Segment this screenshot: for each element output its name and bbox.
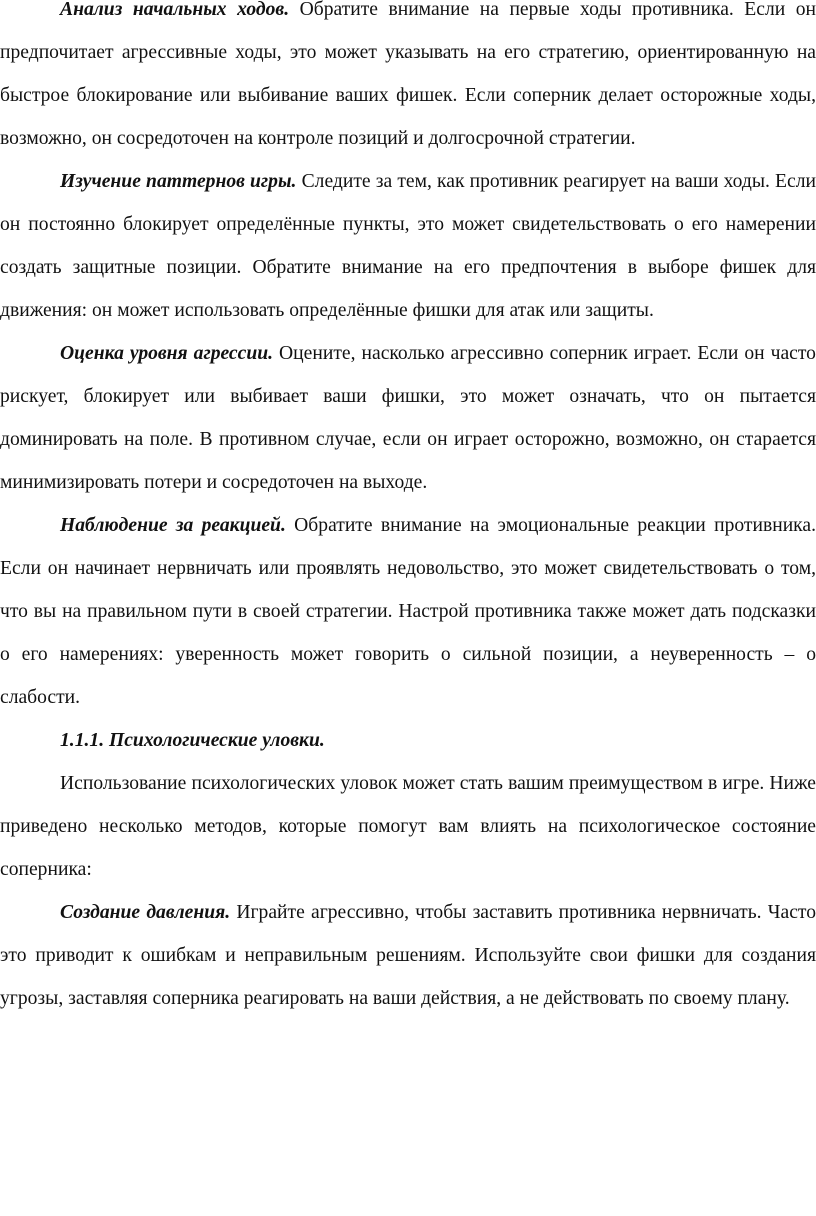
section-heading: 1.1.1. Психологические уловки. [60, 730, 325, 751]
paragraph-intro: Использование психологических уловок может стать вашим преимуществом в игре. Ниже приведено несколько методов, которые помогут вам влиять на психологическое состояние соперника: [0, 773, 816, 880]
paragraph-pressure [0, 891, 816, 1020]
paragraph-text: Играйте агрессивно, чтобы заставить противника нервничать. Часто это приводит к ошибкам и неправильным решениям. Используйте свои фишки для создания угрозы, заставляя соперника реагировать на ваши действия, а не действовать по своему плану. [0, 902, 816, 1009]
paragraph-text: Оцените, насколько агрессивно соперник играет. Если он часто рискует, блокирует или выбивает ваши фишки, это может означать, что он пытается доминировать на поле. В противном случае, если он играет осторожно, возможно, он старается минимизировать потери и сосредоточен на выходе. [0, 343, 816, 493]
paragraph-reaction-watch [0, 504, 816, 719]
paragraph-text: Обратите внимание на первые ходы противника. Если он предпочитает агрессивные ходы, это может указывать на его стратегию, ориентированную на быстрое блокирование или выбивание ваших фишек. Если соперник делает осторожные ходы, возможно, он сосредоточен на контроле позиций и долгосрочной стратегии. [0, 0, 816, 149]
paragraph-opening-moves [0, 0, 816, 160]
paragraph-text: Обратите внимание на эмоциональные реакции противника. Если он начинает нервничать или проявлять недовольство, это может свидетельствовать о том, что вы на правильном пути в своей стратегии. Настрой противника также может дать подсказки о его намерениях: уверенность может говорить о сильной позиции, а неуверенность – о слабости. [0, 515, 816, 708]
paragraph-text: Следите за тем, как противник реагирует на ваши ходы. Если он постоянно блокирует определённые пункты, это может свидетельствовать о его намерении создать защитные позиции. Обратите внимание на его предпочтения в выборе фишек для движения: он может использовать определённые фишки для атак или защиты. [0, 171, 816, 321]
paragraph-lead: Наблюдение за реакцией. [60, 515, 286, 536]
paragraph-lead: Оценка уровня агрессии. [60, 343, 274, 364]
paragraph-game-patterns [0, 160, 816, 332]
paragraph-lead: Анализ начальных ходов. [60, 0, 290, 20]
paragraph-lead: Изучение паттернов игры. [60, 171, 297, 192]
paragraph-aggression-level [0, 332, 816, 504]
paragraph-lead: Создание давления. [60, 902, 231, 923]
